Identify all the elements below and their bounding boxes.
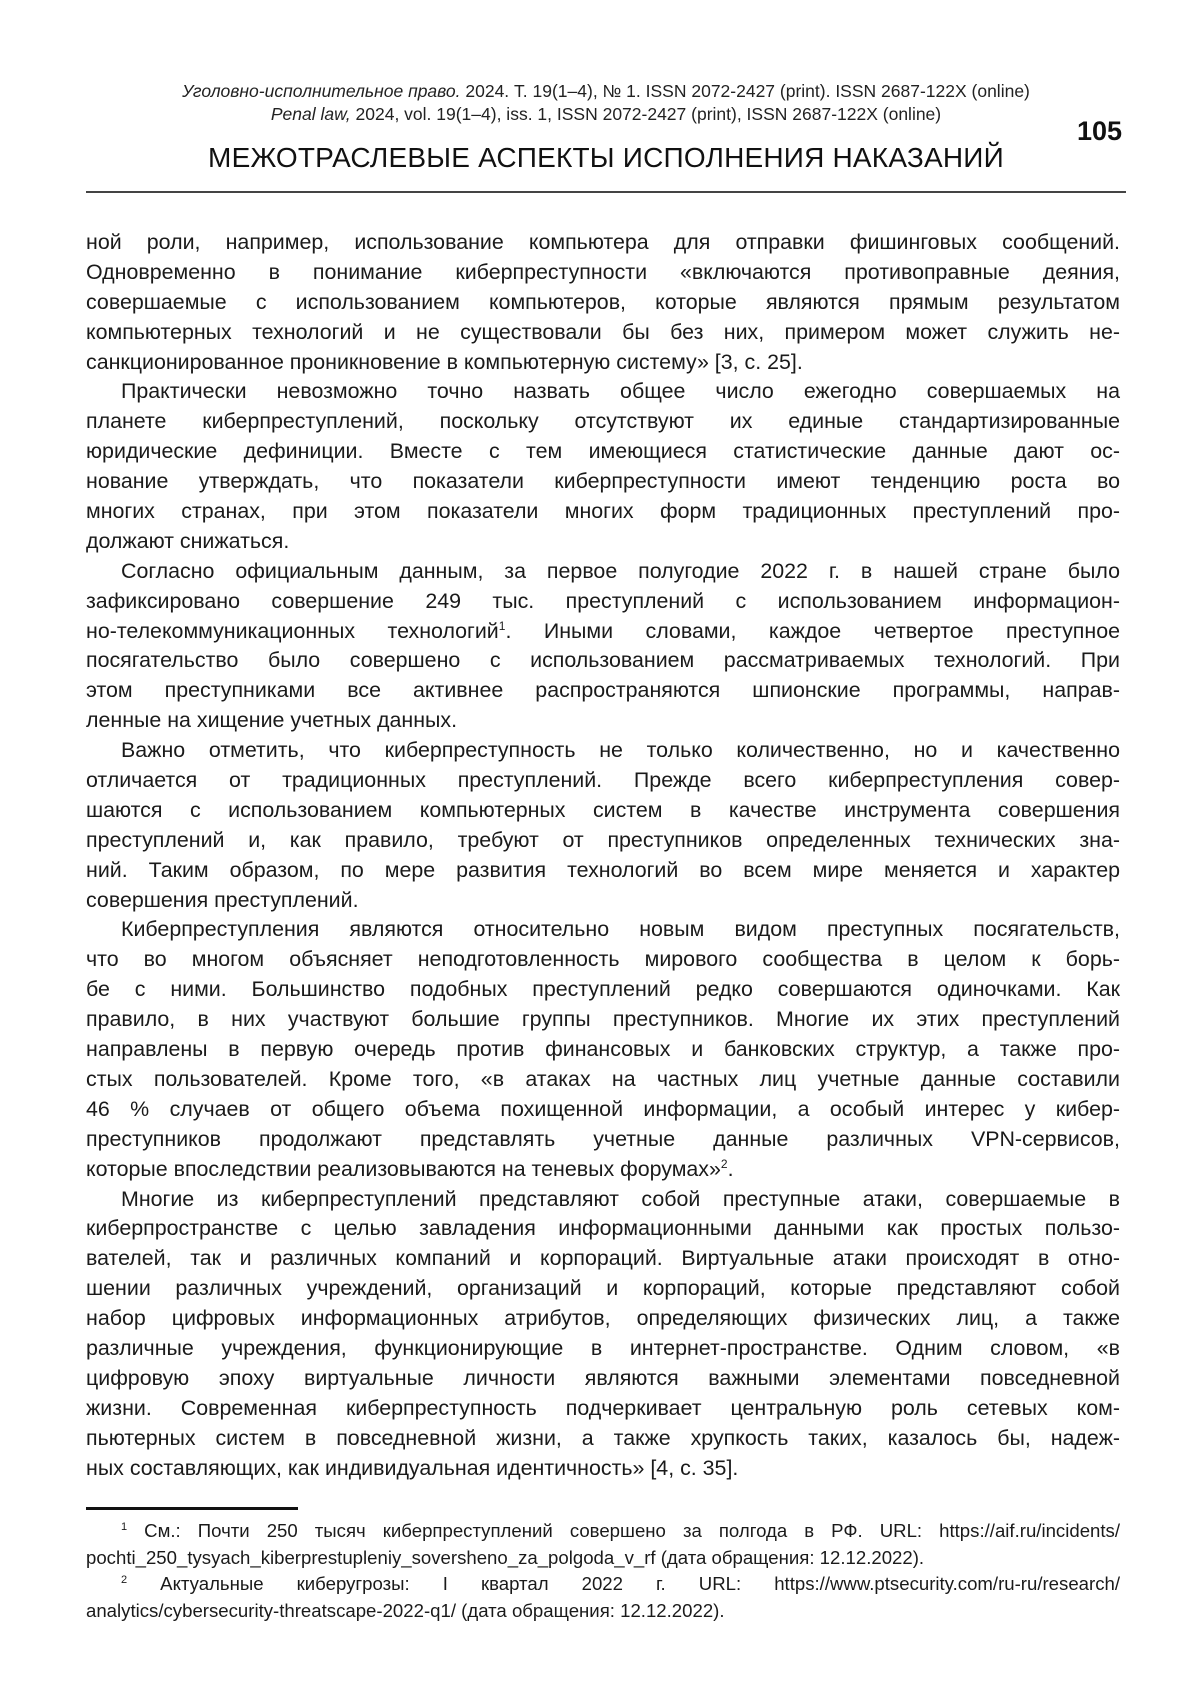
text-line: шаются с использованием компьютерных систем в качестве инструмента совершения: [86, 797, 1120, 822]
running-head-ru: [86, 80, 1126, 102]
footnote-ref-1[interactable]: 1: [498, 618, 506, 633]
paragraph: [86, 1185, 1120, 1484]
footnotes: [86, 1518, 1120, 1624]
text-line: [86, 1155, 1120, 1185]
footnote-marker: 1: [121, 1520, 128, 1533]
text-line: санкционированное проникновение в компьютерную систему» [3, с. 25].: [86, 349, 803, 374]
text-line: pochti_250_tysyach_kiberprestupleniy_sovershenо_za_polgoda_v_rf (дата обращения: 12.12.2022).: [86, 1546, 925, 1568]
header-divider: [86, 191, 1126, 193]
text-line: Согласно официальным данным, за первое полугодие 2022 г. в нашей стране было: [121, 558, 1120, 583]
text-line: стых пользователей. Кроме того, «в атаках на частных лиц учетные данные составили: [86, 1066, 1120, 1091]
footnote-1: [86, 1518, 1120, 1571]
section-title: МЕЖОТРАСЛЕВЫЕ АСПЕКТЫ ИСПОЛНЕНИЯ НАКАЗАНИЙ: [208, 142, 1004, 173]
footnote-ref-2[interactable]: 2: [720, 1156, 728, 1171]
journal-title-ru: Уголовно-исполнительное право.: [182, 81, 461, 101]
text-line: Практически невозможно точно назвать общее число ежегодно совершаемых на: [121, 379, 1120, 404]
page-number: 105: [1076, 116, 1122, 146]
paragraph: [86, 736, 1120, 915]
text-line: ний. Таким образом, по мере развития технологий во всем мире меняется и характер: [86, 857, 1120, 882]
text-fragment: которые впоследствии реализовываются на теневых форумах»: [86, 1156, 721, 1181]
text-line: бе с ними. Большинство подобных преступлений редко совершаются одиночками. Как: [86, 977, 1120, 1002]
text-line: [86, 1518, 1120, 1545]
text-line: [86, 617, 1120, 647]
paragraph: [86, 915, 1120, 1184]
text-fragment: .: [727, 1156, 734, 1181]
text-line: различные учреждения, функционирующие в интернет-пространстве. Одним словом, «в: [86, 1335, 1120, 1360]
text-line: analytics/cybersecurity-threatscape-2022-q1/ (дата обращения: 12.12.2022).: [86, 1599, 725, 1621]
text-fragment: Актуальные киберугрозы: I квартал 2022 г. URL: https://www.ptsecurity.com/ru-ru/research/: [127, 1573, 1120, 1594]
running-head-en: [86, 103, 1126, 125]
paragraph: [86, 557, 1120, 736]
text-line: планете киберпреступлений, поскольку отсутствуют их единые стандартизированные: [86, 409, 1120, 434]
text-line: компьютерных технологий и не существовали бы без них, примером может служить не-: [86, 319, 1120, 344]
text-line: многих странах, при этом показатели многих форм традиционных преступлений про-: [86, 499, 1120, 524]
journal-issue-ru: 2024. Т. 19(1–4), № 1. ISSN 2072-2427 (print). ISSN 2687-122X (online): [460, 81, 1030, 101]
text-line: ной роли, например, использование компьютера для отправки фишинговых сообщений.: [86, 230, 1120, 254]
text-fragment: но-телекоммуникационных технологий: [86, 618, 499, 643]
text-fragment: . Иными словами, каждое четвертое преступное: [505, 618, 1120, 643]
text-line: ных составляющих, как индивидуальная идентичность» [4, с. 35].: [86, 1455, 739, 1480]
paragraph: [86, 377, 1120, 556]
text-line: этом преступниками все активнее распространяются шпионские программы, направ-: [86, 678, 1120, 703]
journal-issue-en: 2024, vol. 19(1–4), iss. 1, ISSN 2072-2427 (print), ISSN 2687-122X (online): [350, 104, 942, 124]
text-line: зафиксировано совершение 249 тыс. преступлений с использованием информацион-: [86, 588, 1120, 613]
text-line: нование утверждать, что показатели киберпреступности имеют тенденцию роста во: [86, 469, 1120, 494]
text-line: совершаемые с использованием компьютеров, которые являются прямым результатом: [86, 289, 1120, 314]
text-line: совершения преступлений.: [86, 887, 359, 912]
text-line: [86, 1571, 1120, 1598]
text-fragment: См.: Почти 250 тысяч киберпреступлений совершено за полгода в РФ. URL: https://aif.ru/incidents/: [127, 1520, 1120, 1541]
text-line: Важно отметить, что киберпреступность не только количественно, но и качественно: [121, 738, 1120, 763]
text-line: киберпространстве с целью завладения информационными данными как простых пользо-: [86, 1216, 1120, 1241]
text-line: преступников продолжают представлять учетные данные различных VPN-сервисов,: [86, 1126, 1120, 1151]
text-line: шении различных учреждений, организаций и корпораций, которые представляют собой: [86, 1276, 1120, 1301]
footnote-divider: [86, 1507, 298, 1510]
text-line: правило, в них участвуют большие группы преступников. Многие их этих преступлений: [86, 1007, 1120, 1032]
text-line: вателей, так и различных компаний и корпораций. Виртуальные атаки происходят в отно-: [86, 1246, 1120, 1271]
text-line: юридические дефиниции. Вместе с тем имеющиеся статистические данные дают ос-: [86, 439, 1120, 464]
text-line: Одновременно в понимание киберпреступности «включаются противоправные деяния,: [86, 259, 1120, 284]
text-line: должают снижаться.: [86, 528, 290, 553]
paragraph: [86, 228, 1120, 377]
text-line: Киберпреступления являются относительно новым видом преступных посягательств,: [121, 917, 1120, 942]
journal-title-en: Penal law,: [270, 104, 351, 124]
text-line: ленные на хищение учетных данных.: [86, 708, 458, 733]
text-line: направлены в первую очередь против финансовых и банковских структур, а также про-: [86, 1037, 1120, 1062]
text-line: жизни. Современная киберпреступность подчеркивает центральную роль сетевых ком-: [86, 1395, 1120, 1420]
text-line: посягательство было совершено с использованием рассматриваемых технологий. При: [86, 648, 1120, 673]
text-line: что во многом объясняет неподготовленность мирового сообщества в целом к борь-: [86, 947, 1120, 972]
text-line: набор цифровых информационных атрибутов, определяющих физических лиц, а также: [86, 1306, 1120, 1331]
text-line: пьютерных систем в повседневной жизни, а также хрупкость таких, казалось бы, надеж-: [86, 1425, 1120, 1450]
footnote-2: [86, 1571, 1120, 1624]
article-body: [86, 228, 1120, 1483]
text-line: Многие из киберпреступлений представляют собой преступные атаки, совершаемые в: [121, 1186, 1120, 1211]
text-line: отличается от традиционных преступлений. Прежде всего киберпреступления совер-: [86, 768, 1120, 793]
text-line: 46 % случаев от общего объема похищенной информации, а особый интерес у кибер-: [86, 1096, 1120, 1121]
text-line: цифровую эпоху виртуальные личности являются важными элементами повседневной: [86, 1365, 1120, 1390]
footnote-marker: 2: [121, 1573, 128, 1586]
text-line: преступлений и, как правило, требуют от преступников определенных технических зна-: [86, 827, 1120, 852]
